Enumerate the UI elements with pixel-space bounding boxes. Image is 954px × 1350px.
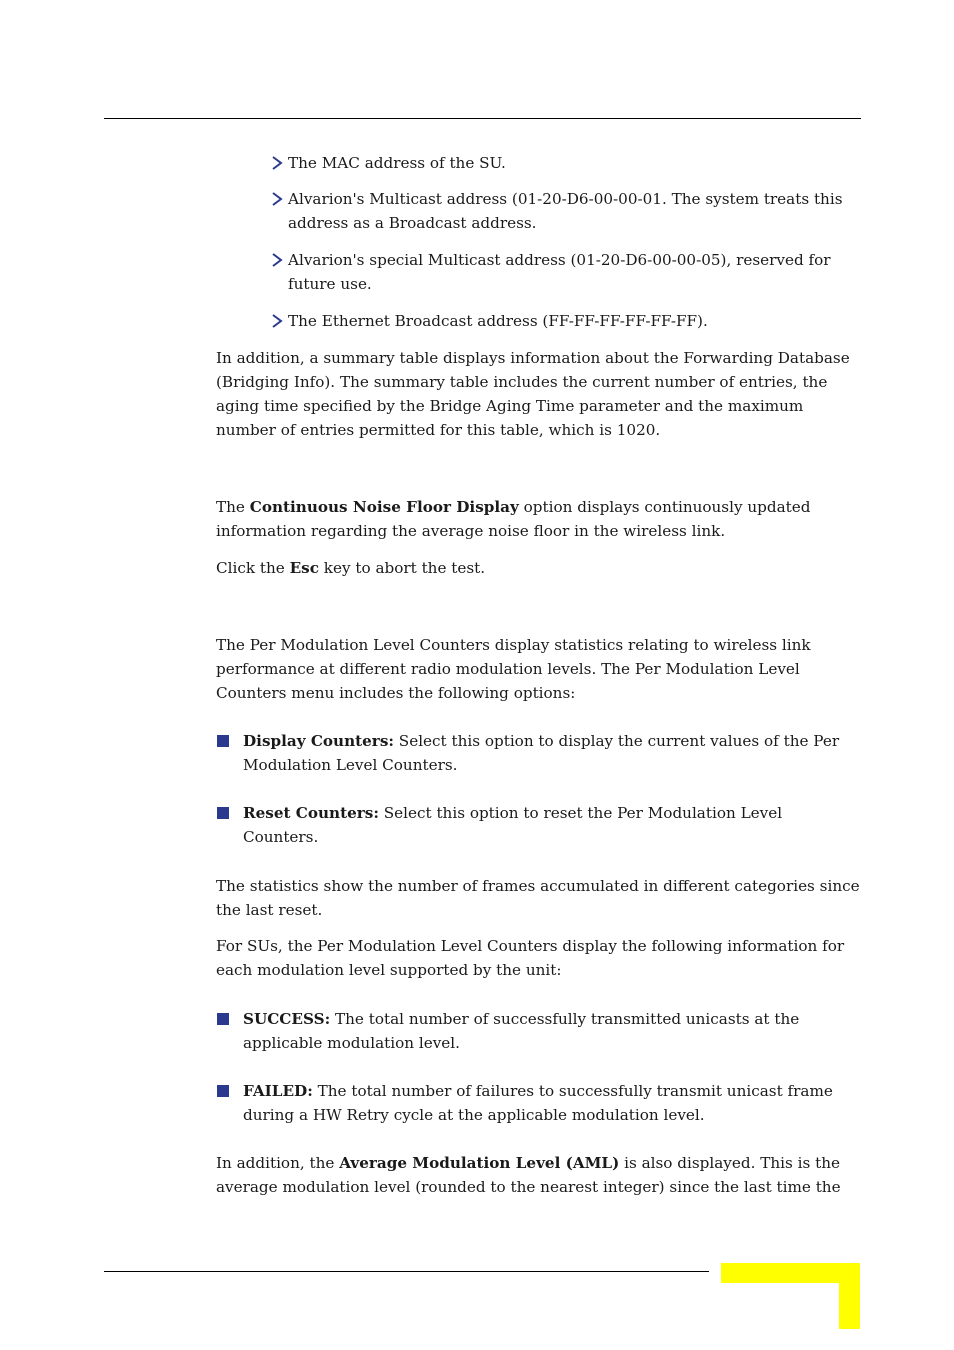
stats-paragraph: The statistics show the number of frames accumulated in different categories since the last reset. xyxy=(216,877,860,919)
arrow-bullet-icon xyxy=(270,187,284,211)
footer-rule xyxy=(104,1271,709,1272)
arrow-bullet-icon xyxy=(270,248,284,272)
esc-key-term: Esc xyxy=(289,559,319,577)
counter-failed: FAILED: The total number of failures to successfully transmit unicast frame during a HW Retry cycle at the applicable modulation level. xyxy=(243,1079,861,1127)
noise-floor-paragraph: The Continuous Noise Floor Display option displays continuously updated information regarding the average noise floor in the wireless link. xyxy=(216,498,811,540)
list-item: Alvarion's Multicast address (01-20-D6-00-00-01. The system treats this address as a Broadcast address. xyxy=(288,187,861,235)
arrow-bullet-icon xyxy=(270,151,284,175)
noise-floor-term: Continuous Noise Floor Display xyxy=(249,498,519,516)
header-rule xyxy=(104,118,861,119)
option-reset-counters: Reset Counters: Select this option to reset the Per Modulation Level Counters. xyxy=(243,801,861,849)
list-item: Alvarion's special Multicast address (01-20-D6-00-00-05), reserved for future use. xyxy=(288,248,861,296)
list-item: The MAC address of the SU. xyxy=(288,151,861,175)
list-item: The Ethernet Broadcast address (FF-FF-FF-FF-FF-FF). xyxy=(288,309,861,333)
aml-paragraph: In addition, the Average Modulation Level (AML) is also displayed. This is the average modulation level (rounded to the nearest integer) since the last time the xyxy=(216,1154,841,1196)
option-display-counters: Display Counters: Select this option to display the current values of the Per Modulation Level Counters. xyxy=(243,729,861,777)
square-bullet-icon xyxy=(217,1013,229,1025)
page-tab-marker-edge xyxy=(839,1263,860,1329)
esc-paragraph: Click the Esc key to abort the test. xyxy=(216,559,486,577)
square-bullet-icon xyxy=(217,1085,229,1097)
square-bullet-icon xyxy=(217,807,229,819)
square-bullet-icon xyxy=(217,735,229,747)
pml-intro-paragraph: The Per Modulation Level Counters display statistics relating to wireless link performance at different radio modulation levels. The Per Modulation Level Counters menu includes the following options: xyxy=(216,636,811,702)
summary-paragraph: In addition, a summary table displays information about the Forwarding Database (Bridging Info). The summary table includes the current number of entries, the aging time specified by the Bridge Aging Time parameter and the maximum number of entries permitted for this table, which is 1020. xyxy=(216,349,850,439)
arrow-bullet-icon xyxy=(270,309,284,333)
sus-paragraph: For SUs, the Per Modulation Level Counters display the following information for each modulation level supported by the unit: xyxy=(216,937,845,979)
aml-term: Average Modulation Level (AML) xyxy=(339,1154,620,1172)
counter-success: SUCCESS: The total number of successfully transmitted unicasts at the applicable modulation level. xyxy=(243,1007,861,1055)
